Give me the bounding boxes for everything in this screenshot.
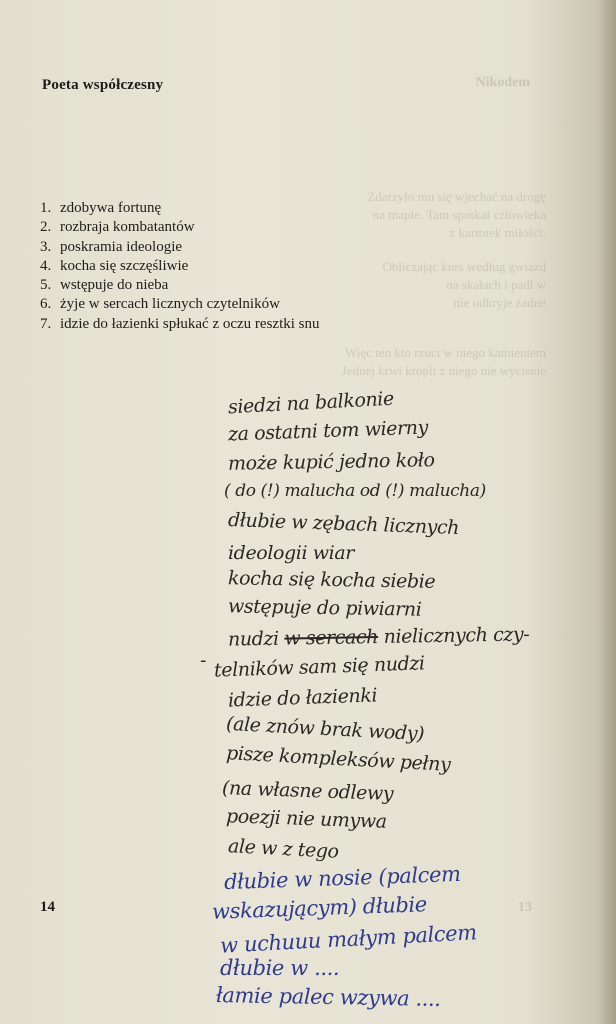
list-text: poskramia ideologie: [60, 238, 183, 255]
list-item: [40, 315, 320, 334]
list-text: zdobywa fortunę: [60, 200, 162, 216]
list-number: 2.: [40, 219, 52, 236]
handwritten-line: może kupić jedno koło: [227, 449, 435, 475]
bleed-through-line: Jednej krwi kropli z niego nie wycisnie: [341, 363, 546, 378]
ink-handwritten-line: łamie palec wzywa ....: [215, 983, 441, 1011]
bleed-through-page-number: 13: [518, 900, 532, 915]
list-number: 5.: [40, 277, 52, 294]
list-item: [40, 238, 320, 257]
ink-handwritten-line: dłubie w ....: [220, 956, 340, 980]
bleed-through-line: Obliczając kurs według gwiazd: [382, 259, 546, 274]
handwritten-line: [228, 623, 530, 650]
handwritten-line: (ale znów brak wody): [225, 712, 425, 746]
list-text: rozbraja kombatantów: [60, 219, 195, 236]
handwritten-line: za ostatni tom wierny: [227, 416, 429, 446]
bleed-through-line: z kartotek miłości.: [449, 225, 546, 240]
list-text: idzie do łazienki spłukać z oczu resztki snu: [60, 315, 320, 332]
handwritten-line: wstępuje do piwiarni: [227, 595, 422, 621]
list-item: [40, 257, 320, 276]
list-item: [40, 199, 320, 218]
ink-handwritten-line: dłubie w nosie (palcem: [223, 861, 461, 895]
list-text: żyje w sercach licznych czytelników: [60, 296, 280, 313]
list-number: 6.: [40, 296, 52, 313]
bleed-through-header: Nikodem: [475, 75, 530, 90]
handwritten-line: (na własne odlewy: [221, 777, 394, 805]
list-item: [40, 295, 320, 314]
printed-list: [40, 199, 320, 334]
bleed-through-line: Więc ten kto rzuci w niego kamieniem: [345, 345, 546, 360]
bleed-through-line: na mapie. Tam spotkał człowieka: [372, 207, 546, 222]
handwritten-line: dłubie w zębach licznych: [227, 508, 460, 540]
bleed-through-line: na skałach i padł w: [446, 277, 546, 292]
list-item: [40, 218, 320, 237]
list-text: wstępuje do nieba: [60, 277, 169, 294]
handwritten-line: siedzi na balkonie: [227, 387, 395, 419]
handwritten-line: ale w z tego: [227, 835, 340, 863]
page-number: 14: [40, 899, 55, 915]
handwritten-line: pisze kompleksów pełny: [225, 742, 451, 776]
handwritten-line: ( do (!) malucha od (!) malucha): [224, 481, 486, 501]
list-number: 1.: [40, 200, 52, 216]
list-number: 3.: [40, 238, 52, 255]
bleed-through-line: nie odkryje żadne: [453, 295, 546, 310]
handwritten-line: telników sam się nudzi: [213, 652, 426, 682]
handwritten-line: poezji nie umywa: [225, 805, 387, 833]
ink-handwritten-line: w uchuuu małym palcem: [219, 920, 478, 958]
bleed-through-line: Zdarzyło mu się wjechać na drogę: [367, 189, 546, 204]
book-spine-shadow: [598, 0, 616, 1024]
handwritten-line: ideologii wiar: [228, 542, 354, 564]
ink-handwritten-line: wskazującym) dłubie: [211, 892, 428, 924]
poem-title: Poeta współczesny: [42, 77, 164, 93]
handwritten-line: kocha się kocha siebie: [227, 567, 436, 593]
list-text: kocha się szczęśliwie: [60, 257, 189, 274]
handwritten-dash: -: [200, 650, 207, 671]
handwritten-line: idzie do łazienki: [227, 684, 378, 712]
list-item: [40, 276, 320, 295]
handwritten-word: nielicznych czy-: [383, 623, 530, 648]
list-number: 4.: [40, 257, 52, 274]
struck-through-text: w sercach: [284, 626, 379, 650]
handwritten-word: nudzi: [227, 627, 279, 651]
list-number: 7.: [40, 315, 52, 332]
